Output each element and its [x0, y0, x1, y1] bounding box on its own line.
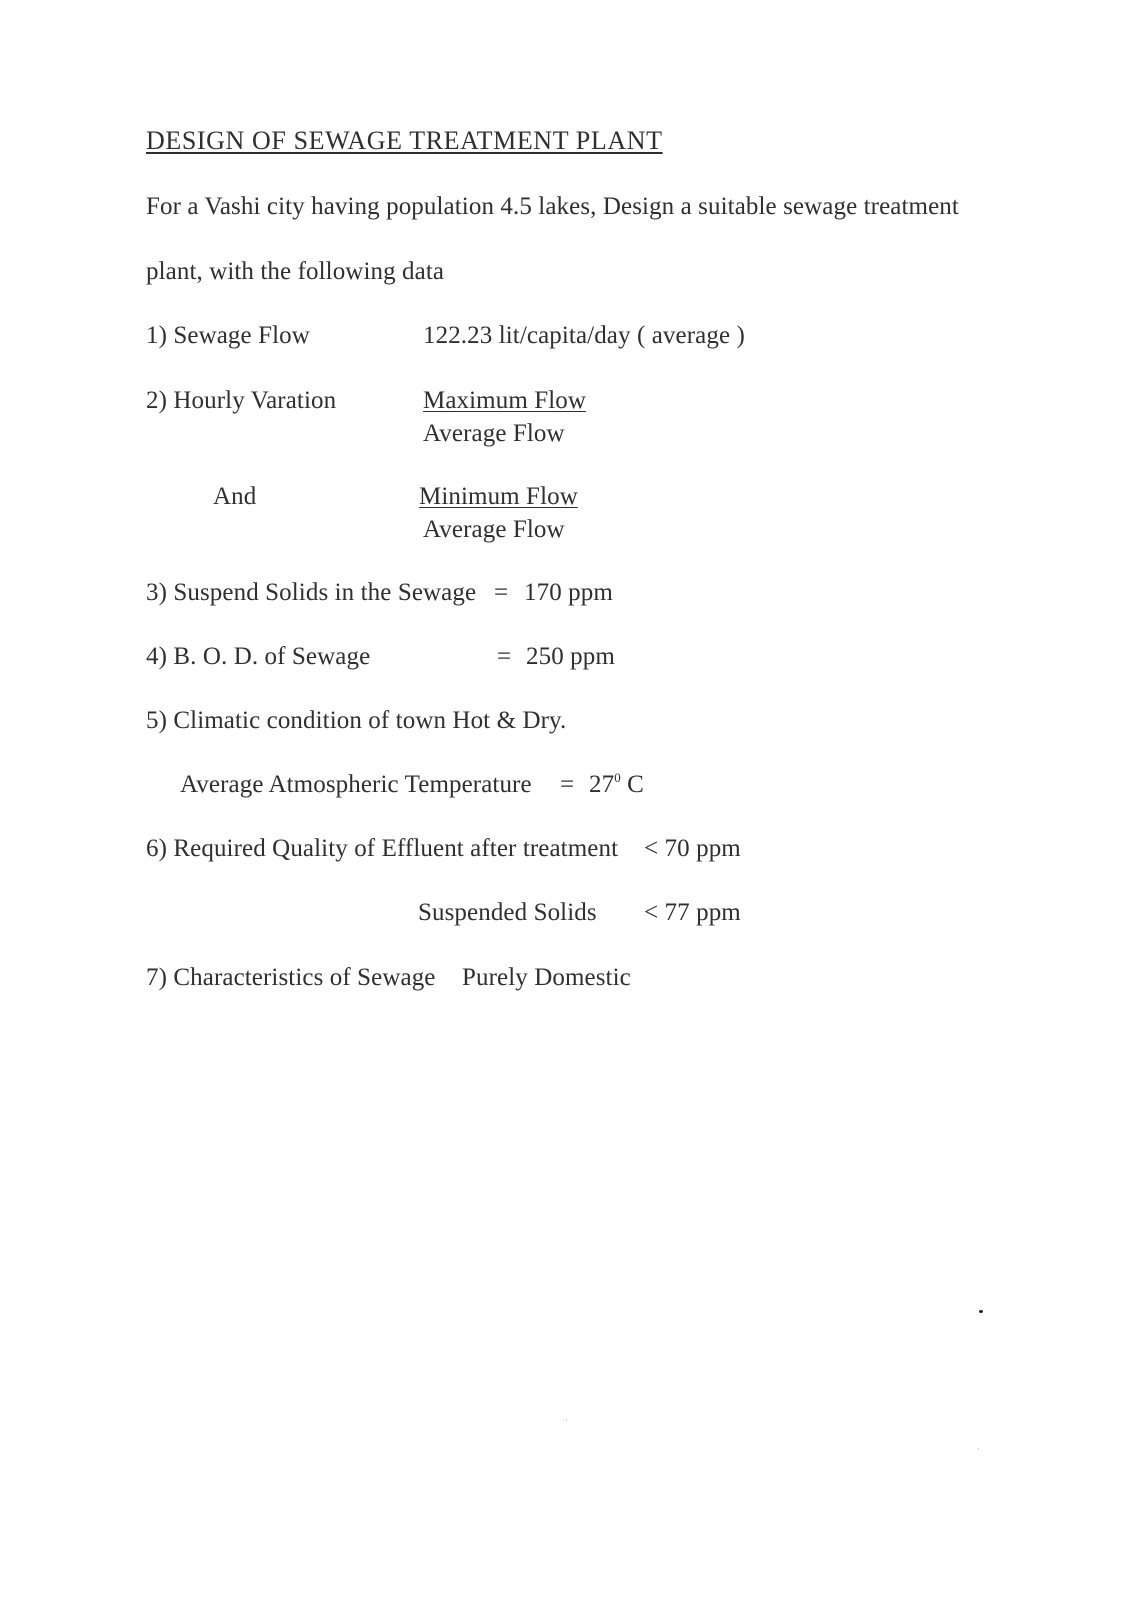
- scan-speck: [566, 1420, 567, 1421]
- item-6-label: 6) Required Quality of Effluent after treatment: [146, 835, 619, 862]
- item-7-label: 7) Characteristics of Sewage: [146, 964, 436, 991]
- degree-sign: 0: [614, 770, 621, 785]
- item-5-label: 5) Climatic condition of town Hot & Dry.: [146, 707, 567, 734]
- item-4-value: 250 ppm: [526, 643, 615, 670]
- temperature-equals: =: [560, 771, 575, 798]
- item-2-label: 2) Hourly Varation: [146, 387, 337, 414]
- intro-line-2: plant, with the following data: [146, 258, 445, 285]
- item-3-label: 3) Suspend Solids in the Sewage: [146, 579, 477, 606]
- max-flow-numerator: Maximum Flow: [423, 387, 587, 414]
- temperature-value: 27: [589, 771, 615, 798]
- scan-speck: [979, 1310, 983, 1313]
- and-label: And: [213, 483, 257, 510]
- temperature-value-group: [589, 770, 644, 803]
- item-7-value: Purely Domestic: [462, 964, 631, 991]
- item-1-value: 122.23 lit/capita/day ( average ): [423, 322, 745, 349]
- max-flow-denominator: Average Flow: [423, 420, 565, 447]
- intro-line-1: For a Vashi city having population 4.5 lakes, Design a suitable sewage treatment: [146, 193, 959, 220]
- item-3-equals: =: [494, 579, 509, 606]
- temperature-label: Average Atmospheric Temperature: [180, 771, 532, 798]
- item-4-label: 4) B. O. D. of Sewage: [146, 643, 371, 670]
- scan-speck: [978, 1448, 979, 1449]
- min-flow-denominator: Average Flow: [423, 516, 565, 543]
- item-6-bod-value: < 70 ppm: [644, 835, 741, 862]
- item-4-equals: =: [497, 643, 512, 670]
- min-flow-numerator: Minimum Flow: [419, 483, 578, 510]
- temperature-unit: C: [627, 771, 644, 798]
- item-3-value: 170 ppm: [524, 579, 613, 606]
- item-1-label: 1) Sewage Flow: [146, 322, 310, 349]
- document-title: DESIGN OF SEWAGE TREATMENT PLANT: [146, 126, 663, 155]
- suspended-solids-value: < 77 ppm: [644, 899, 741, 926]
- suspended-solids-label: Suspended Solids: [418, 899, 597, 926]
